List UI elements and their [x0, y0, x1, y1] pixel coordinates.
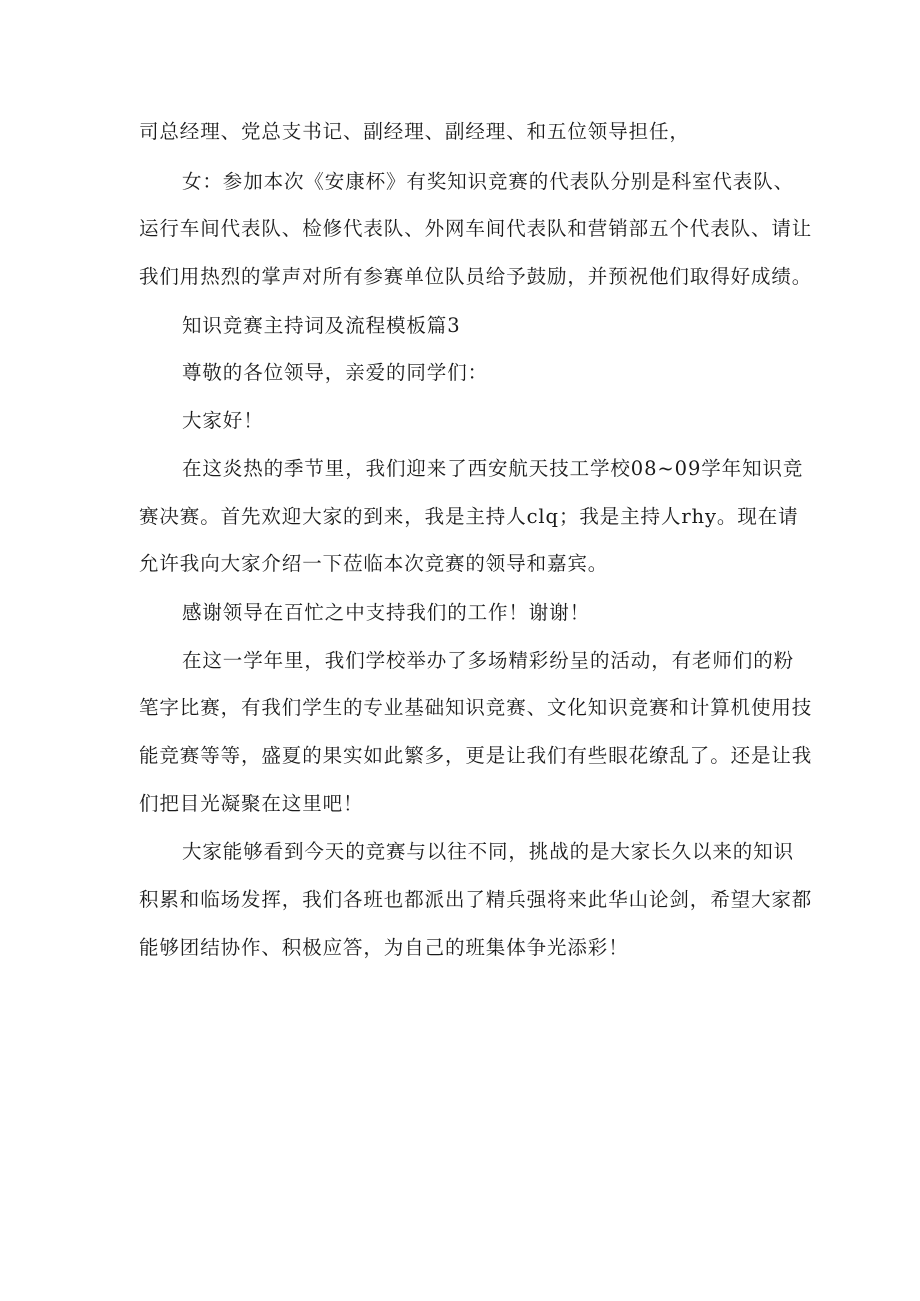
- text-line: 大家能够看到今天的竞赛与以往不同，挑战的是大家长久以来的知识: [182, 840, 795, 863]
- text-line: 积累和临场发挥，我们各班也都派出了精兵强将来此华山论剑，希望大家都: [139, 888, 813, 911]
- text-line: 在这一学年里，我们学校举办了多场精彩纷呈的活动，有老师们的粉: [182, 649, 795, 672]
- text-line: 在这炎热的季节里，我们迎来了西安航天技工学校08~09学年知识竞: [182, 457, 804, 480]
- text-line: 运行车间代表队、检修代表队、外网车间代表队和营销部五个代表队、请让: [139, 217, 813, 240]
- text-line: 尊敬的各位领导，亲爱的同学们：: [182, 361, 489, 384]
- text-line: 笔字比赛，有我们学生的专业基础知识竞赛、文化知识竞赛和计算机使用技: [139, 696, 813, 719]
- section-heading: 知识竞赛主持词及流程模板篇3: [182, 314, 461, 337]
- text-line: 允许我向大家介绍一下莅临本次竞赛的领导和嘉宾。: [139, 552, 609, 575]
- text-line: 能够团结协作、积极应答，为自己的班集体争光添彩！: [139, 936, 629, 959]
- text-line: 大家好！: [182, 409, 264, 432]
- text-line: 赛决赛。首先欢迎大家的到来，我是主持人clq；我是主持人rhy。现在请: [139, 505, 799, 528]
- text-line: 感谢领导在百忙之中支持我们的工作！谢谢！: [182, 601, 591, 624]
- text-line: 我们用热烈的掌声对所有参赛单位队员给予鼓励，并预祝他们取得好成绩。: [139, 265, 813, 288]
- text-line: 能竞赛等等，盛夏的果实如此繁多，更是让我们有些眼花缭乱了。还是让我: [139, 744, 813, 767]
- text-line: 女：参加本次《安康杯》有奖知识竞赛的代表队分别是科室代表队、: [182, 170, 795, 193]
- text-line: 司总经理、党总支书记、副经理、副经理、和五位领导担任，: [139, 120, 690, 143]
- text-line: 们把目光凝聚在这里吧！: [139, 792, 364, 815]
